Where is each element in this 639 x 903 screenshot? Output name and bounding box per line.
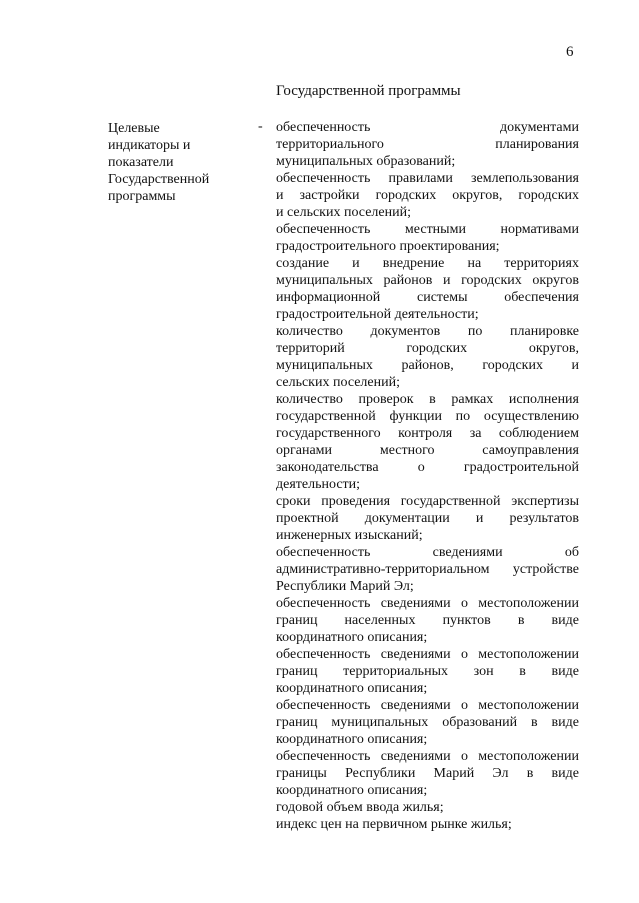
indicator-line: сельских поселений; <box>276 375 400 390</box>
left-label-line: программы <box>108 189 176 204</box>
indicator-line: границы Республики Марий Эл в виде <box>276 766 579 781</box>
indicator-line: количество проверок в рамках исполнения <box>276 392 579 407</box>
indicator-line: деятельности; <box>276 477 361 492</box>
indicator-line: координатного описания; <box>276 732 428 747</box>
indicator-line: обеспеченность правилами землепользования <box>276 171 579 186</box>
indicator-line: законодательства о градостроительной <box>276 460 579 475</box>
indicator-item <box>276 221 579 255</box>
indicator-line: границ муниципальных образований в виде <box>276 715 579 730</box>
indicator-line: муниципальных районов и городских округов <box>276 273 579 288</box>
indicator-item <box>276 748 579 799</box>
page-number: 6 <box>566 44 574 60</box>
indicator-line: органами местного самоуправления <box>276 443 579 458</box>
indicator-item <box>276 646 579 697</box>
indicator-line: границ населенных пунктов в виде <box>276 613 579 628</box>
indicator-item <box>276 799 579 816</box>
indicator-line: государственной функции по осуществлению <box>276 409 579 424</box>
indicator-line: индекс цен на первичном рынке жилья; <box>276 817 512 832</box>
indicator-line: координатного описания; <box>276 681 428 696</box>
left-label <box>108 120 258 205</box>
header-continuation: Государственной программы <box>276 83 461 99</box>
indicator-line: административно-территориальном устройстве <box>276 562 579 577</box>
indicator-item <box>276 595 579 646</box>
indicator-line: и сельских поселений; <box>276 205 411 220</box>
indicator-line: сроки проведения государственной экспертизы <box>276 494 579 509</box>
left-label-line: индикаторы и <box>108 138 191 153</box>
indicator-line: координатного описания; <box>276 630 428 645</box>
indicator-item <box>276 493 579 544</box>
indicator-line: обеспеченность сведениями о местоположении <box>276 596 579 611</box>
indicator-line: и застройки городских округов, городских <box>276 188 579 203</box>
left-label-line: Государственной <box>108 172 210 187</box>
indicator-item <box>276 119 579 170</box>
indicator-line: инженерных изысканий; <box>276 528 423 543</box>
indicator-line: муниципальных районов, городских и <box>276 358 579 373</box>
indicator-line: количество документов по планировке <box>276 324 579 339</box>
indicator-line: территориального планирования <box>276 137 579 152</box>
indicator-line: проектной документации и результатов <box>276 511 579 526</box>
indicator-line: создание и внедрение на территориях <box>276 256 579 271</box>
indicator-item <box>276 697 579 748</box>
indicator-line: обеспеченность сведениями о местоположении <box>276 647 579 662</box>
indicator-line: государственного контроля за соблюдением <box>276 426 579 441</box>
label-dash: - <box>258 119 263 134</box>
indicator-line: обеспеченность сведениями о местоположении <box>276 698 579 713</box>
indicator-list <box>276 119 579 833</box>
indicator-line: обеспеченность местными нормативами <box>276 222 579 237</box>
indicator-line: градостроительного проектирования; <box>276 239 500 254</box>
indicator-line: границ территориальных зон в виде <box>276 664 579 679</box>
indicator-item <box>276 170 579 221</box>
indicator-item <box>276 255 579 323</box>
indicator-item <box>276 391 579 493</box>
indicator-item <box>276 544 579 595</box>
indicator-line: годовой объем ввода жилья; <box>276 800 444 815</box>
indicator-line: координатного описания; <box>276 783 428 798</box>
indicator-line: информационной системы обеспечения <box>276 290 579 305</box>
indicator-line: Республики Марий Эл; <box>276 579 414 594</box>
indicator-line: обеспеченность сведениями об <box>276 545 579 560</box>
indicator-item <box>276 323 579 391</box>
indicator-line: муниципальных образований; <box>276 154 456 169</box>
left-label-line: показатели <box>108 155 174 170</box>
indicator-line: обеспеченность сведениями о местоположении <box>276 749 579 764</box>
indicator-item <box>276 816 579 833</box>
left-label-line: Целевые <box>108 121 160 136</box>
indicator-line: обеспеченность документами <box>276 120 579 135</box>
indicator-line: градостроительной деятельности; <box>276 307 479 322</box>
indicator-line: территорий городских округов, <box>276 341 579 356</box>
